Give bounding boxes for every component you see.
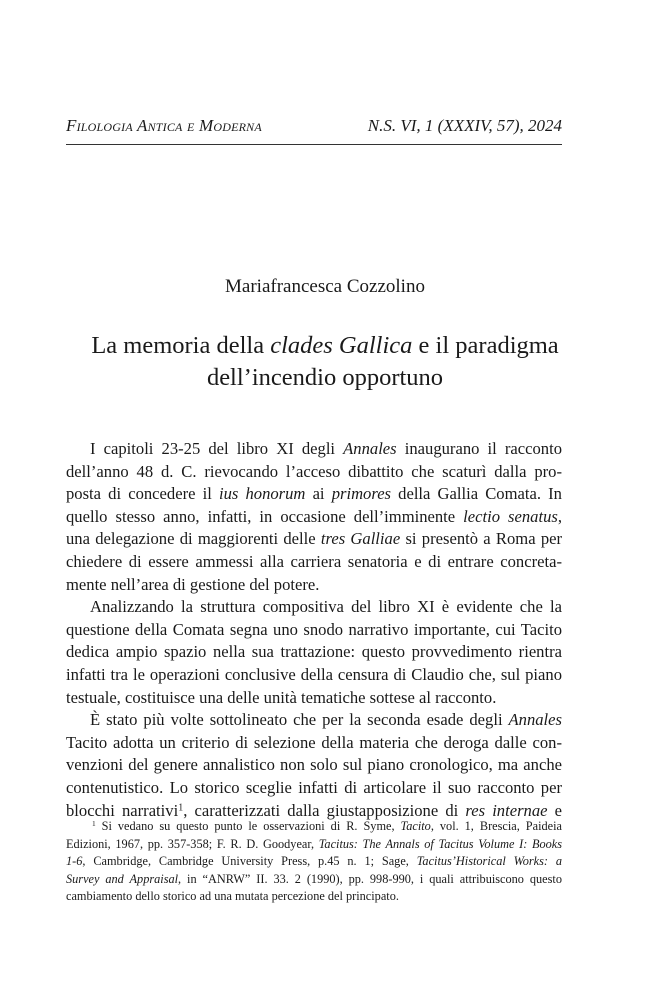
body-line: dedica ampio spazio nella sua trattazione: questo provvedimento rientra [66, 642, 562, 662]
footnote-line: 1-6, Cambridge, Cambridge University Press, p.45 n. 1; Sage, Tacitus’Historical Works: a [66, 854, 563, 869]
body-line: infatti tra le operazioni conclusive della censura di Claudio che, sul piano [66, 664, 562, 684]
body-line: È stato più volte sottolineato che per la seconda esade degli Annales [90, 710, 562, 730]
body-line: testuale, costituisce una delle unità tematiche sottese al racconto. [66, 687, 497, 707]
title-line-2: dell’incendio opportuno [206, 364, 444, 391]
header-rule [66, 144, 562, 145]
body-text [66, 438, 562, 822]
body-line: I capitoli 23-25 del libro XI degli Annales inaugurano il racconto [90, 439, 562, 458]
body-line: una delegazione di maggiorenti delle tres Galliae si presentò a Roma per [66, 529, 563, 549]
body-line: Tacito adotta un criterio di selezione della materia che deroga dalle con- [66, 732, 562, 752]
issue-info: N.S. VI, 1 (XXXIV, 57), 2024 [367, 116, 562, 135]
footnote-line: $^1$ Si vedano su questo punto le osservazioni di R. Syme, Tacito, vol. 1, Brescia, Paideia [92, 818, 562, 833]
author-name: Mariafrancesca Cozzolino [225, 276, 425, 297]
body-line: posta di concedere il ius honorum ai primores della Gallia Comata. In [66, 484, 562, 504]
journal-name: Filologia Antica e Moderna [66, 116, 262, 135]
body-line: dell’anno 48 d. C. rievocando l’acceso dibattito che scaturì dalla pro- [66, 461, 562, 481]
footnote-number: 1 [92, 818, 96, 828]
body-line: contenutistico. Lo storico sceglie infatti di articolare il suo racconto per [66, 777, 562, 797]
article-title [0, 330, 650, 394]
body-line: venzioni del genere annalistico non solo sul piano cronologico, ma anche [66, 755, 562, 775]
footnote-ref: 1 [178, 802, 184, 814]
body-line: Analizzando la struttura compositiva del libro XI è evidente che la [90, 597, 562, 617]
body-line: mente nell’area di gestione del potere. [66, 574, 320, 594]
title-line-1: La memoria della clades Gallica e il paradigma [91, 332, 559, 359]
footnote [66, 818, 562, 906]
body-line: questione della Comata segna uno snodo narrativo importante, cui Tacito [66, 619, 562, 639]
footnote-line: Edizioni, 1967, pp. 357-358; F. R. D. Goodyear, Tacitus: The Annals of Tacitus Volume I: Books [66, 836, 563, 851]
body-line: chiedere di essere ammessi alla carriera senatoria e di entrare concreta- [66, 551, 562, 571]
body-line: blocchi narrativi$^1$, caratterizzati dalla giustapposizione di res internae e [66, 800, 563, 820]
footnote-line: cambiamento dello storico ad una mutata percezione del principato. [66, 889, 399, 904]
body-line: quello stesso anno, infatti, in occasione dell’imminente lectio senatus, [66, 506, 562, 526]
footnote-line: Survey and Appraisal, in “ANRW” II. 33. 2 (1990), pp. 998-990, i quali attribuiscono questo [66, 871, 562, 886]
